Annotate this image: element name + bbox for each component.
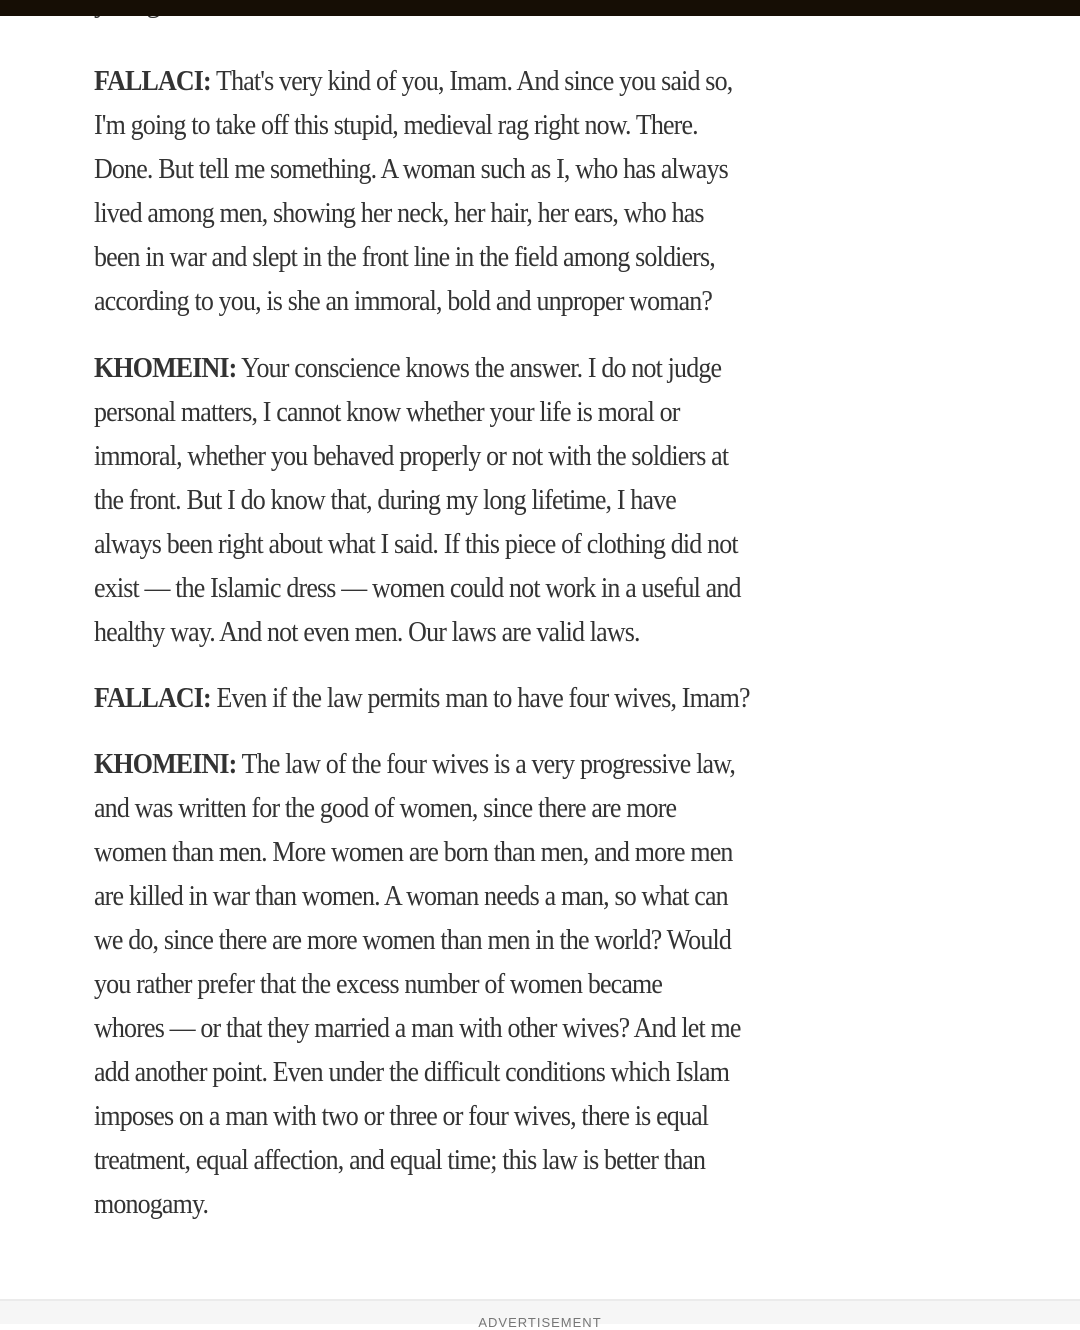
interview-paragraph [94, 743, 1054, 1227]
paragraph-line: women than men. More women are born than men, and more men [94, 837, 733, 868]
speaker-label: FALLACI: [94, 683, 211, 714]
paragraph-line: the front. But I do know that, during my long lifetime, I have [94, 485, 676, 516]
paragraph-line: treatment, equal affection, and equal time; this law is better than [94, 1145, 706, 1176]
paragraph-line: imposes on a man with two or three or four wives, there is equal [94, 1101, 709, 1132]
interview-paragraph [94, 677, 1054, 721]
paragraph-line [94, 60, 984, 104]
paragraph-line: you rather prefer that the excess number of women became [94, 969, 663, 1000]
paragraph-line: we do, since there are more women than men in the world? Would [94, 925, 731, 956]
line-text: Your conscience knows the answer. I do not judge [236, 353, 722, 384]
paragraph-line: whores — or that they married a man with other wives? And let me [94, 1013, 741, 1044]
paragraph-line: according to you, is she an immoral, bold and unproper woman? [94, 286, 713, 317]
speaker-label: FALLACI: [94, 66, 211, 97]
top-bar [0, 0, 1080, 16]
interview-paragraph [94, 60, 1054, 324]
paragraph-line [94, 677, 984, 721]
line-text: Even if the law permits man to have four wives, Imam? [210, 683, 750, 714]
line-text: The law of the four wives is a very progressive law, [236, 749, 736, 780]
line-text: That's very kind of you, Imam. And since you said so, [210, 66, 733, 97]
paragraph-line: add another point. Even under the difficult conditions which Islam [94, 1057, 730, 1088]
paragraph-line: and was written for the good of women, since there are more [94, 793, 677, 824]
advertisement-label: ADVERTISEMENT [478, 1315, 602, 1330]
paragraph-line: are killed in war than women. A woman needs a man, so what can [94, 881, 728, 912]
paragraph-line: immoral, whether you behaved properly or not with the soldiers at [94, 441, 729, 472]
paragraph-line: exist — the Islamic dress — women could not work in a useful and [94, 573, 741, 604]
paragraph-line [94, 347, 984, 391]
paragraph-line: always been right about what I said. If this piece of clothing did not [94, 529, 738, 560]
interview-paragraph [94, 347, 1054, 655]
paragraph-line: I'm going to take off this stupid, medieval rag right now. There. [94, 110, 698, 141]
paragraph-line: lived among men, showing her neck, her hair, her ears, who has [94, 198, 704, 229]
paragraph-line: Done. But tell me something. A woman such as I, who has always [94, 154, 728, 185]
paragraph-line: healthy way. And not even men. Our laws are valid laws. [94, 617, 640, 648]
paragraph-line: been in war and slept in the front line in the field among soldiers, [94, 242, 715, 273]
paragraph-line [94, 743, 984, 787]
speaker-label: KHOMEINI: [94, 353, 237, 384]
speaker-label: KHOMEINI: [94, 749, 237, 780]
paragraph-line: personal matters, I cannot know whether your life is moral or [94, 397, 680, 428]
paragraph-line: monogamy. [94, 1189, 209, 1220]
advertisement-section [0, 1299, 1080, 1330]
